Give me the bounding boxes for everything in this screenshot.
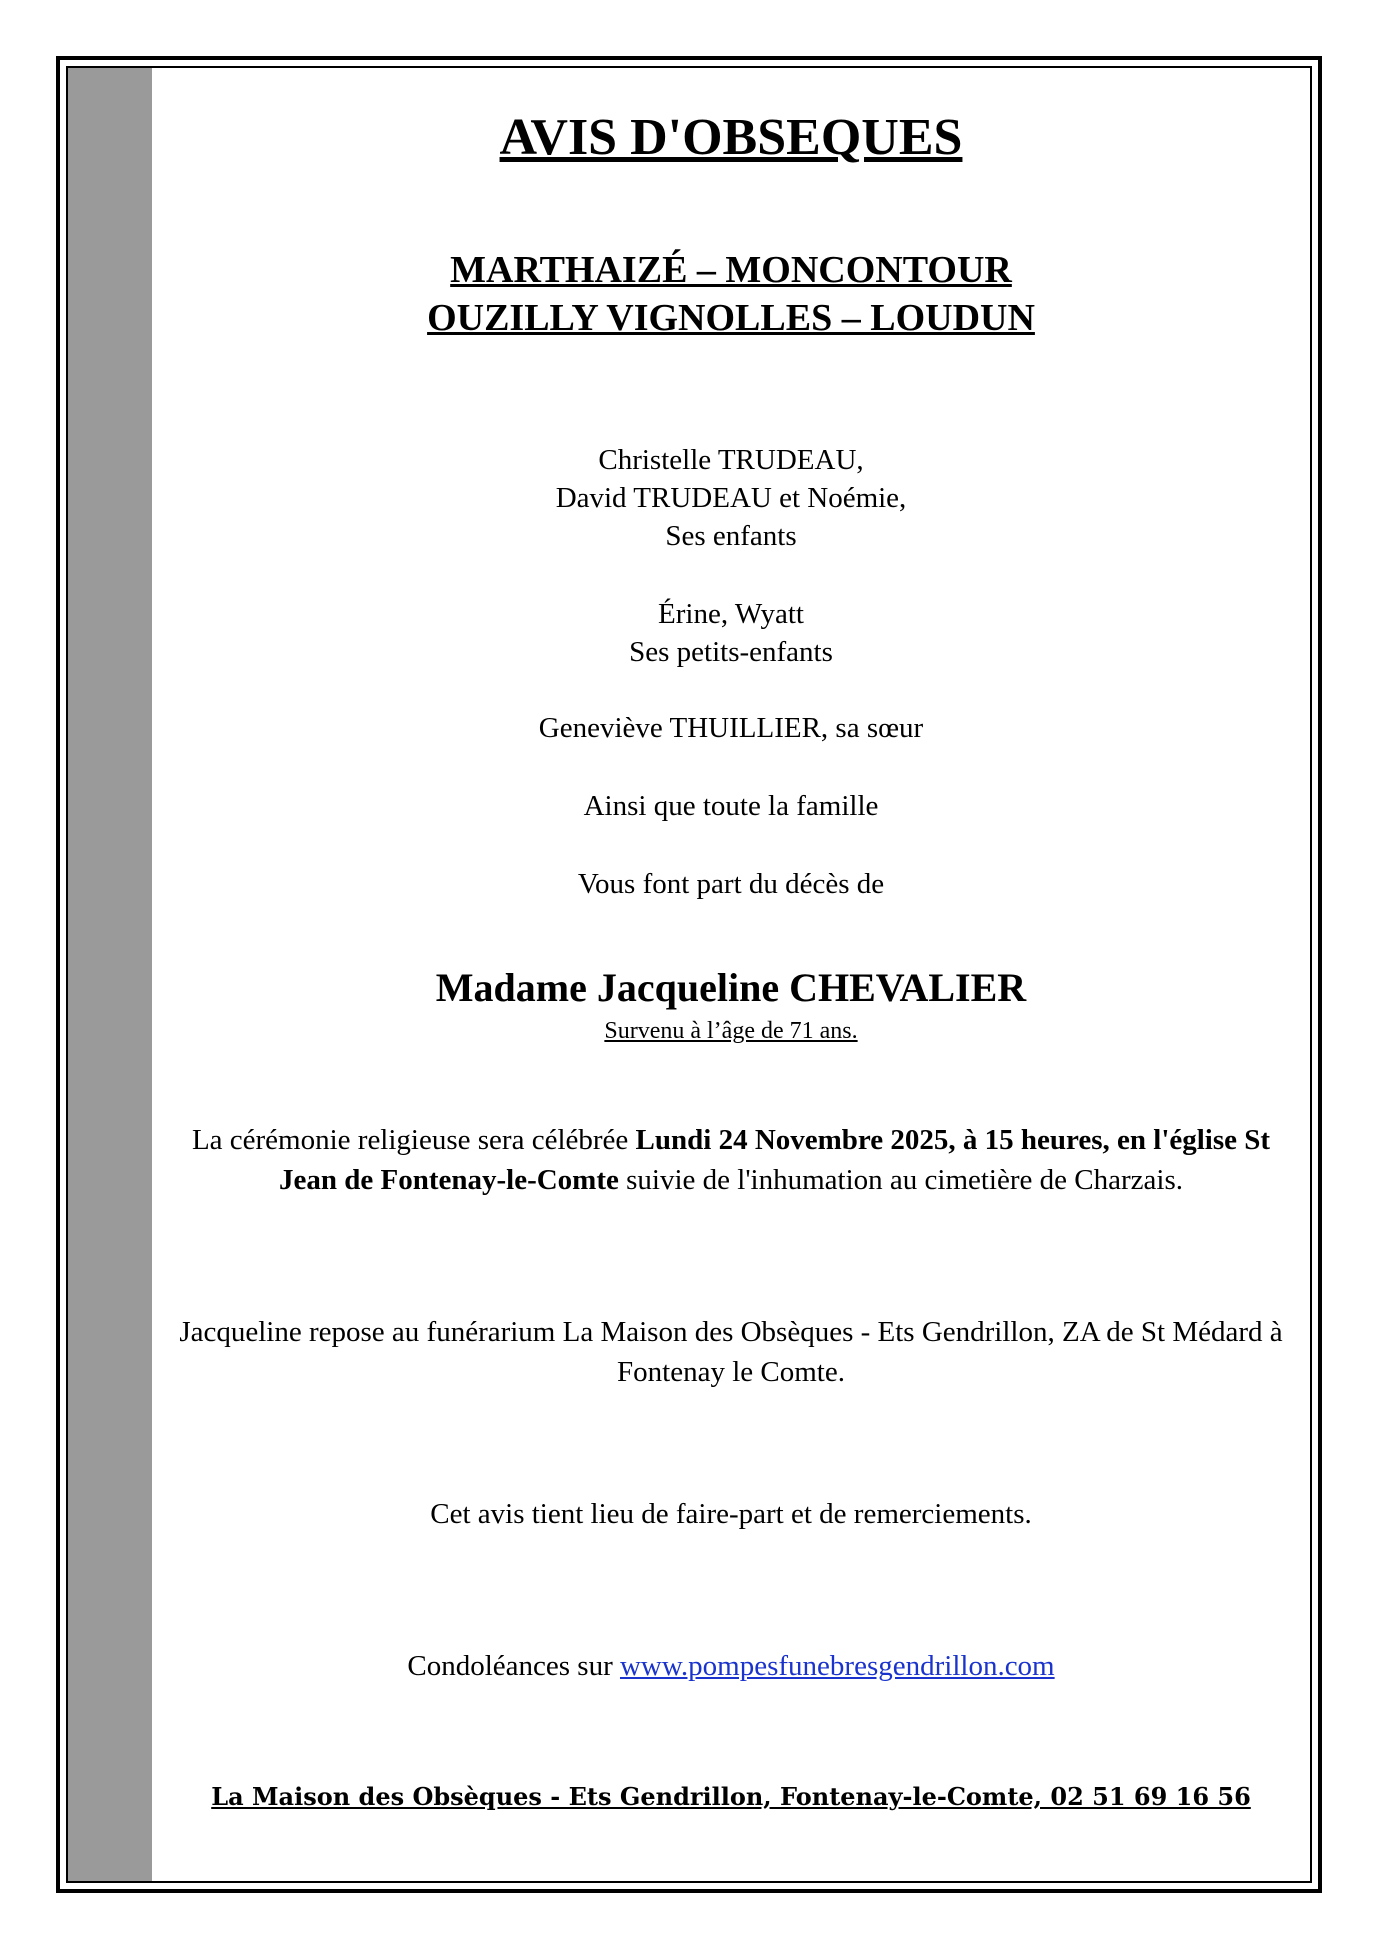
children-label: Ses enfants xyxy=(665,520,797,552)
age-line: Survenu à l’âge de 71 ans. xyxy=(604,1018,858,1044)
rest-place-paragraph: Jacqueline repose au funérarium La Maison des Obsèques - Ets Gendrillon, ZA de St Médard à Fontenay le Comte. xyxy=(179,1316,1283,1388)
condolences-label: Condoléances sur xyxy=(407,1650,620,1682)
places-line-1: MARTHAIZÉ – MONCONTOUR xyxy=(450,249,1012,291)
places-line-2: OUZILLY VIGNOLLES – LOUDUN xyxy=(427,297,1035,339)
children-name-1: Christelle TRUDEAU, xyxy=(598,444,864,476)
ceremony-text-2: suivie de l'inhumation au cimetière de Charzais. xyxy=(618,1164,1183,1196)
condolences-line xyxy=(152,1650,1310,1683)
notice-title: AVIS D'OBSEQUES xyxy=(499,109,963,166)
condolences-link[interactable]: www.pompesfunebresgendrillon.com xyxy=(619,1650,1055,1682)
grandchildren-label: Ses petits-enfants xyxy=(629,636,833,668)
notice-note: Cet avis tient lieu de faire-part et de remerciements. xyxy=(430,1498,1032,1530)
family-line: Ainsi que toute la famille xyxy=(583,790,879,822)
grandchildren-names: Érine, Wyatt xyxy=(658,598,804,630)
notice-content xyxy=(152,68,1310,1881)
ceremony-paragraph xyxy=(164,1120,1298,1200)
footer-contact: La Maison des Obsèques - Ets Gendrillon, Fontenay-le-Comte, 02 51 69 16 56 xyxy=(211,1782,1251,1811)
deceased-name: Madame Jacqueline CHEVALIER xyxy=(435,965,1027,1010)
sister-line: Geneviève THUILLIER, sa sœur xyxy=(538,712,924,744)
children-name-2: David TRUDEAU et Noémie, xyxy=(555,482,907,514)
announce-line: Vous font part du décès de xyxy=(577,868,885,900)
side-bar xyxy=(68,68,152,1881)
ceremony-date-place: Lundi 24 Novembre 2025, à 15 heures, en l'église St Jean de Fontenay-le-Comte xyxy=(279,1124,1271,1196)
ceremony-text-1: La cérémonie religieuse sera célébrée xyxy=(191,1124,636,1156)
inner-frame xyxy=(66,66,1312,1883)
